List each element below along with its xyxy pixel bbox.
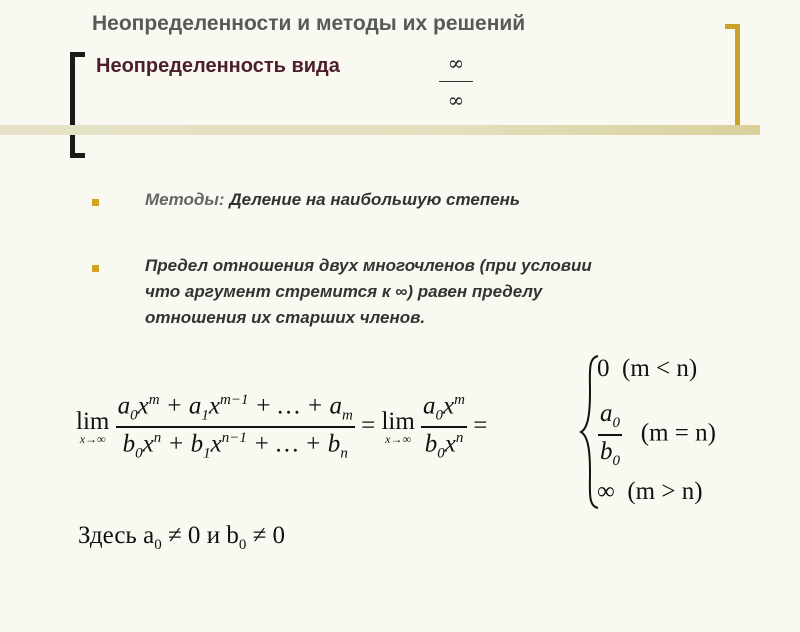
bullet-marker <box>92 265 99 272</box>
case-less: 0 (m < n) <box>597 355 698 382</box>
limit-operator: lim x→∞ <box>381 407 415 446</box>
left-bracket-decoration <box>70 52 85 158</box>
methods-text: Деление на наибольшую степень <box>224 190 521 209</box>
methods-label: Методы: <box>145 190 225 209</box>
right-bracket-decoration <box>725 24 740 132</box>
bullet-line: что аргумент стремится к ∞) равен пределу <box>145 282 543 301</box>
fraction-numerator: ∞ <box>447 51 465 75</box>
indeterminate-fraction <box>433 51 479 112</box>
polynomial-ratio <box>116 392 355 462</box>
bullet-methods <box>145 187 520 213</box>
limit-operator: lim x→∞ <box>76 407 110 446</box>
equals-sign: = <box>361 411 376 439</box>
bullet-marker <box>92 199 99 206</box>
limit-formula <box>76 392 487 462</box>
fraction-denominator: ∞ <box>447 88 465 112</box>
divider-bar <box>0 125 760 135</box>
case-greater: ∞ (m > n) <box>597 478 703 505</box>
condition-note: Здесь $a_0 \ne 0$ и $b_0 \ne 0$ <box>78 522 286 553</box>
numerator-polynomial: $a_0x^m + a_1x^{m-1}$ + … + $a_m$ <box>117 392 353 424</box>
bullet-line: отношения их старших членов. <box>145 308 426 327</box>
slide-subtitle: Неопределенность вида <box>96 55 340 77</box>
leading-coeff-ratio: $\frac{a_0}{b_0}$ <box>600 400 620 469</box>
leading-terms-ratio: $\frac{a_0x^m}{b_0x^n}$ <box>423 392 465 462</box>
equals-sign: = <box>473 411 488 439</box>
denominator-polynomial: $b_0x^n + b_1x^{n-1}$ + … + $b_n$ <box>122 429 348 462</box>
case-equal: $\frac{a_0}{b_0}$ (m = n) <box>600 400 716 469</box>
bullet-limit-rule <box>145 253 592 331</box>
slide-title: Неопределенности и методы их решений <box>92 12 526 35</box>
fraction-bar <box>439 81 473 82</box>
bullet-line: Предел отношения двух многочленов (при условии <box>145 256 592 275</box>
